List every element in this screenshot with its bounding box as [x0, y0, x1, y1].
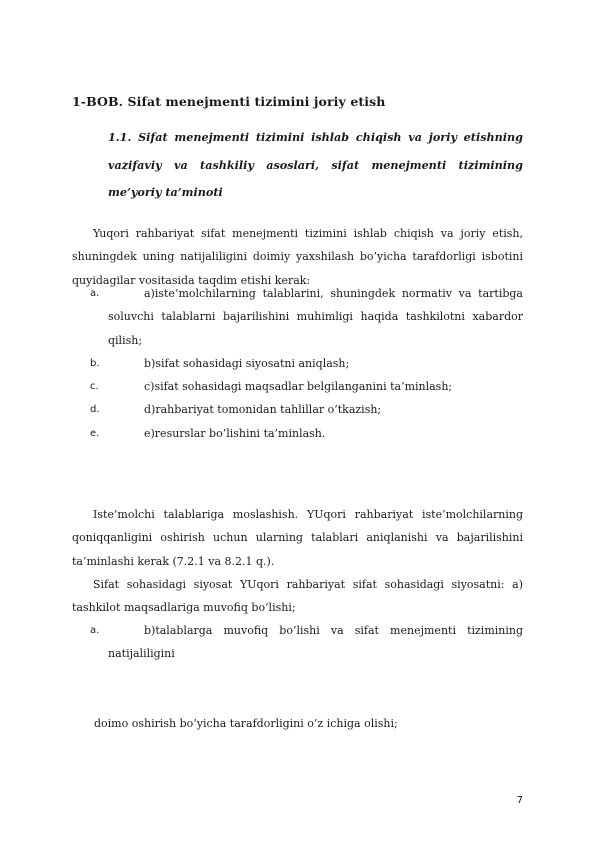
paragraph-quality-policy: Sifat sohasidagi siyosat YUqori rahbariyat sifat sohasidagi siyosatni: a) tashkilot maqsadlariga muvofiq bo’lishi;	[72, 578, 523, 615]
list-item	[72, 619, 523, 666]
paragraph-intro: Yuqori rahbariyat sifat menejmenti tizimini ishlab chiqish va joriy etish, shuningdek uning natijaliligini doimiy yaxshilash bo’yicha tarafdorligi isbotini quyidagilar vositasida taqdim etishi kerak:	[72, 227, 523, 287]
list-item-text: b)sifat sohasidagi siyosatni aniqlash;	[144, 356, 350, 370]
chapter-title: 1-BOB. Sifat menejmenti tizimini joriy etish	[72, 94, 386, 109]
list-item-text: b)talablarga muvofiq bo’lishi va sifat menejmenti tizimining natijaliligini	[108, 624, 523, 661]
list-item	[72, 422, 523, 445]
list-item-text: a)iste’molchilarning talablarini, shuningdek normativ va tartibga soluvchi talablarni bajarilishini muhimligi haqida tashkilotni xabardor qilish;	[108, 287, 523, 347]
list-marker: b.	[90, 357, 100, 369]
list-item	[72, 352, 523, 375]
list-item-text: e)resurslar bo’lishini ta’minlash.	[144, 426, 326, 440]
list-marker: d.	[90, 404, 100, 416]
paragraph-continuation: doimo oshirish bo’yicha tarafdorligini o’z ichiga olishi;	[94, 717, 398, 730]
list-marker: c.	[90, 381, 99, 393]
list-item-text: d)rahbariyat tomonidan tahlillar o’tkazish;	[144, 403, 382, 417]
list-marker: a.	[90, 288, 100, 299]
policy-list	[72, 619, 523, 666]
list-item	[72, 282, 523, 352]
list-item-text: c)sifat sohasidagi maqsadlar belgilanganini ta’minlash;	[144, 380, 453, 394]
page-number: 7	[516, 795, 523, 806]
list-item	[72, 398, 523, 421]
list-marker: e.	[90, 427, 100, 439]
requirements-list	[72, 282, 523, 445]
list-item	[72, 375, 523, 398]
paragraph-customer-requirements: Iste’molchi talablariga moslashish. YUqori rahbariyat iste’molchilarning qoniqqanligini oshirish uchun ularning talablari aniqlanishi va bajarilishini ta’minlashi kerak (7.2.1 va 8.2.1 q.).	[72, 508, 523, 568]
list-marker: a.	[90, 625, 100, 636]
section-title: 1.1. Sifat menejmenti tizimini ishlab chiqish va joriy etishning vazifaviy va tashkiliy asoslari, sifat menejmenti tizimining me’yoriy ta’minoti	[108, 130, 523, 199]
